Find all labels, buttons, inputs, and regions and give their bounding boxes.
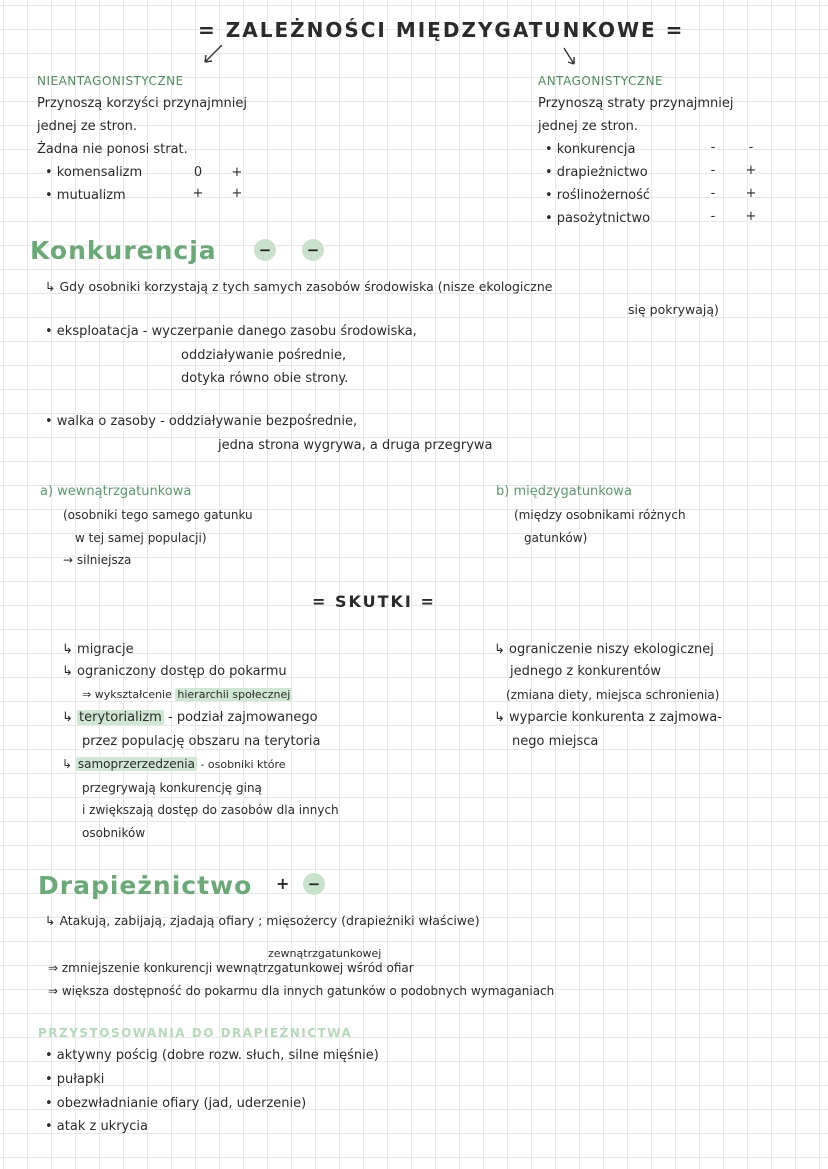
wewnatrzgatunkowa-heading: a) wewnątrzgatunkowa	[40, 484, 192, 499]
przystosowanie-poscig: • aktywny pościg (dobre rozw. słuch, silne mięśnie)	[45, 1048, 379, 1063]
skutki-osobnikow: osobników	[82, 826, 146, 840]
nieantag-line3: Żadna nie ponosi strat.	[37, 142, 188, 157]
roslinozernosc-item: • roślinożerność	[545, 188, 651, 203]
konkurencja-definition-1: ↳ Gdy osobniki korzystają z tych samych zasobów środowiska (nisze ekologiczne	[45, 279, 553, 294]
nieantag-line2: jednej ze stron.	[37, 119, 138, 134]
wewnatrzgatunkowa-line-2: w tej samej populacji)	[75, 531, 207, 545]
drapieznictwo-definition: ↳ Atakują, zabijają, zjadają ofiary ; mięsożercy (drapieżniki właściwe)	[45, 913, 480, 928]
skutki-hierarchia: ⇒ wykształcenie hierarchii społecznej	[82, 688, 291, 701]
komensalizm-sign-b: +	[231, 165, 243, 180]
roslinozernosc-sign-a: -	[710, 186, 716, 201]
konkurencja-minus-badge-2: −	[302, 239, 324, 261]
konkurencja-item: • konkurencja	[545, 142, 636, 157]
konkurencja-sign-b: -	[748, 140, 754, 155]
mutualizm-item: • mutualizm	[45, 188, 126, 203]
komensalizm-item: • komensalizm	[45, 165, 143, 180]
przystosowanie-atak: • atak z ukrycia	[45, 1119, 148, 1134]
drapieznictwo-minus-badge: −	[303, 873, 325, 895]
konkurencja-definition-2: się pokrywają)	[628, 302, 719, 317]
pasozytnictwo-item: • pasożytnictwo	[545, 211, 651, 226]
wewnatrzgatunkowa-line-3: → silniejsza	[63, 553, 132, 567]
miedzygatunkowa-line-1: (między osobnikami różnych	[514, 508, 686, 522]
skutki-jednego-z-konkurentow: jednego z konkurentów	[510, 664, 661, 679]
skutki-nego-miejsca: nego miejsca	[512, 734, 599, 749]
terytorializm-highlight: terytorializm	[79, 710, 162, 725]
skutki-przegrywaja: przegrywają konkurencję giną	[82, 781, 262, 795]
drapieznictwo-item: • drapieżnictwo	[545, 165, 648, 180]
przystosowanie-obezwladnianie: • obezwładnianie ofiary (jad, uderzenie)	[45, 1096, 307, 1111]
drapieznictwo-sign-b: +	[745, 163, 757, 178]
pasozytnictwo-sign-a: -	[710, 209, 716, 224]
drapieznictwo-effect-1: ⇒ zmniejszenie konkurencji wewnątrzgatunkowej wśród ofiar	[48, 961, 414, 975]
walka-line-2: jedna strona wygrywa, a druga przegrywa	[218, 438, 493, 453]
wewnatrzgatunkowa-line-1: (osobniki tego samego gatunku	[63, 508, 253, 522]
skutki-zmiana-diety: (zmiana diety, miejsca schronienia)	[506, 688, 720, 702]
antag-line1: Przynoszą straty przynajmniej	[538, 96, 734, 111]
skutki-zwiekszaja: i zwiększają dostęp do zasobów dla innych	[82, 803, 339, 817]
skutki-wyparcie: ↳ wyparcie konkurenta z zajmowa-	[494, 710, 722, 725]
eksploatacja-line-1: • eksploatacja - wyczerpanie danego zasobu środowiska,	[45, 324, 417, 339]
konkurencja-heading: Konkurencja	[30, 236, 217, 265]
pasozytnictwo-sign-b: +	[745, 209, 757, 224]
przystosowanie-pulapki: • pułapki	[45, 1072, 105, 1087]
miedzygatunkowa-heading: b) międzygatunkowa	[496, 484, 632, 499]
skutki-heading: = SKUTKI =	[312, 592, 436, 611]
roslinozernosc-sign-b: +	[745, 186, 757, 201]
page-title: = ZALEŻNOŚCI MIĘDZYGATUNKOWE =	[198, 18, 685, 42]
arrow-down-left-icon	[200, 42, 226, 66]
mutualizm-sign-b: +	[231, 186, 243, 201]
skutki-terytorializm: ↳ terytorializm - podział zajmowanego	[62, 710, 318, 725]
skutki-ograniczenie-niszy: ↳ ograniczenie niszy ekologicznej	[494, 642, 714, 657]
nieantagonistyczne-heading: NIEANTAGONISTYCZNE	[37, 74, 184, 88]
walka-line-1: • walka o zasoby - oddziaływanie bezpośrednie,	[45, 414, 358, 429]
drapieznictwo-sign-a: -	[710, 163, 716, 178]
skutki-terytoria: przez populację obszaru na terytoria	[82, 734, 321, 749]
eksploatacja-line-3: dotyka równo obie strony.	[181, 371, 349, 386]
miedzygatunkowa-line-2: gatunków)	[524, 531, 588, 545]
komensalizm-sign-a: 0	[193, 165, 203, 180]
konkurencja-sign-a: -	[710, 140, 716, 155]
mutualizm-sign-a: +	[192, 186, 204, 201]
samoprzerzedzenia-highlight: samoprzerzedzenia	[77, 757, 195, 771]
antag-line2: jednej ze stron.	[538, 119, 639, 134]
drapieznictwo-plus-sign: +	[276, 874, 290, 893]
zewnatrzgatunkowej-note: zewnątrzgatunkowej	[268, 947, 382, 960]
nieantag-line1: Przynoszą korzyści przynajmniej	[37, 96, 247, 111]
antagonistyczne-heading: ANTAGONISTYCZNE	[538, 74, 664, 88]
skutki-migracje: ↳ migracje	[62, 642, 134, 657]
skutki-samoprzerzedzenia: ↳ samoprzerzedzenia - osobniki które	[62, 757, 286, 771]
eksploatacja-line-2: oddziaływanie pośrednie,	[181, 348, 347, 363]
hierarchia-highlight: hierarchii społecznej	[177, 688, 291, 701]
skutki-ograniczony-dostep: ↳ ograniczony dostęp do pokarmu	[62, 664, 287, 679]
drapieznictwo-effect-2: ⇒ większa dostępność do pokarmu dla innych gatunków o podobnych wymaganiach	[48, 984, 555, 998]
drapieznictwo-heading: Drapieżnictwo	[38, 871, 253, 900]
arrow-down-right-icon	[558, 46, 584, 70]
konkurencja-minus-badge-1: −	[254, 239, 276, 261]
przystosowania-heading: PRZYSTOSOWANIA DO DRAPIEŻNICTWA	[38, 1026, 353, 1040]
